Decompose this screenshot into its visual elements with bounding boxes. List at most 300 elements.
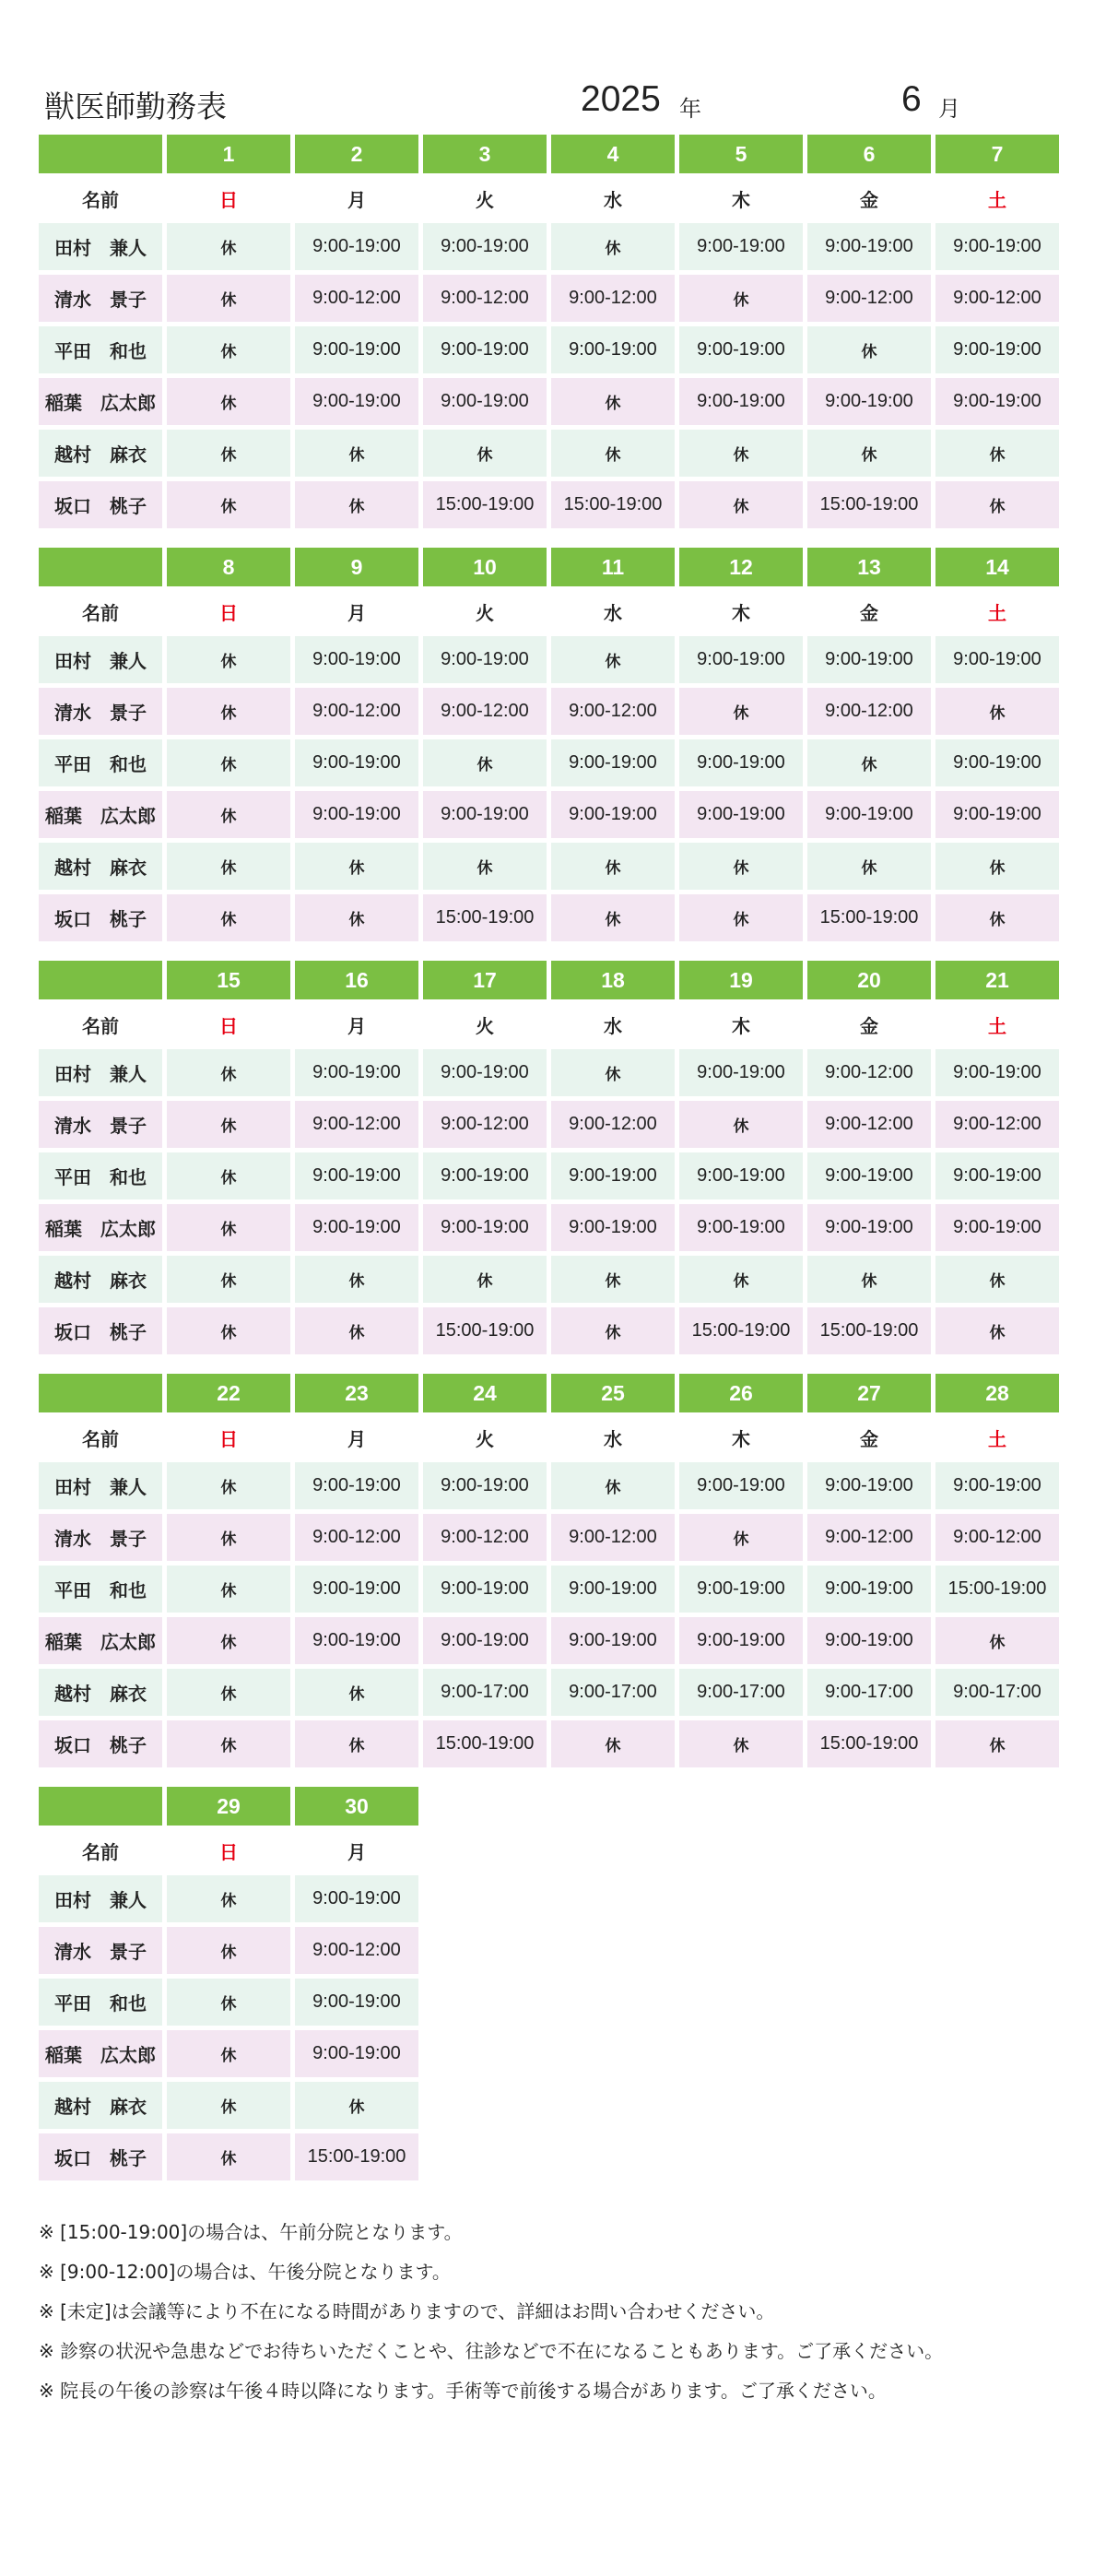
staff-name: 稲葉 広太郎 (39, 791, 162, 838)
day-number: 29 (167, 1787, 290, 1826)
empty-cell (807, 2030, 931, 2077)
staff-name: 平田 和也 (39, 326, 162, 373)
shift-cell: 15:00-19:00 (423, 1720, 547, 1767)
shift-cell: 9:00-19:00 (807, 223, 931, 270)
shift-cell: 9:00-12:00 (551, 688, 675, 735)
day-number: 21 (935, 961, 1059, 999)
day-header-corner (39, 1374, 162, 1412)
shift-cell: 休 (935, 1256, 1059, 1303)
weekday-label: 月 (295, 1830, 418, 1871)
weekday-label: 木 (679, 1004, 803, 1045)
day-header-corner (39, 1787, 162, 1826)
staff-name: 坂口 桃子 (39, 1720, 162, 1767)
shift-cell: 休 (935, 1307, 1059, 1354)
weekday-label: 金 (807, 178, 931, 219)
shift-cell: 9:00-19:00 (679, 223, 803, 270)
shift-cell: 休 (167, 636, 290, 683)
weekday-label: 月 (295, 591, 418, 632)
shift-cell: 休 (167, 894, 290, 941)
shift-cell: 9:00-12:00 (807, 1514, 931, 1561)
shift-cell: 9:00-19:00 (679, 1049, 803, 1096)
page-title: 獣医師勤務表 (44, 89, 227, 124)
shift-cell: 15:00-19:00 (679, 1307, 803, 1354)
day-header-corner (39, 135, 162, 173)
shift-cell: 休 (679, 1514, 803, 1561)
shift-cell: 9:00-19:00 (295, 326, 418, 373)
day-number: 20 (807, 961, 931, 999)
shift-cell: 休 (679, 1101, 803, 1148)
name-column-label: 名前 (39, 1830, 162, 1871)
shift-cell: 9:00-19:00 (935, 1152, 1059, 1199)
schedule-header (0, 0, 1106, 129)
day-number: 11 (551, 548, 675, 586)
shift-cell: 15:00-19:00 (935, 1566, 1059, 1613)
shift-cell: 休 (935, 1617, 1059, 1664)
day-number: 27 (807, 1374, 931, 1412)
empty-cell (935, 1787, 1059, 1826)
shift-cell: 休 (807, 739, 931, 786)
shift-cell: 休 (295, 894, 418, 941)
shift-cell: 休 (551, 1462, 675, 1509)
weekday-label: 日 (167, 178, 290, 219)
shift-cell: 休 (167, 1617, 290, 1664)
shift-cell: 休 (551, 223, 675, 270)
staff-name: 坂口 桃子 (39, 2133, 162, 2180)
empty-cell (551, 1927, 675, 1974)
day-number: 6 (807, 135, 931, 173)
shift-cell: 9:00-19:00 (295, 1049, 418, 1096)
shift-cell: 9:00-19:00 (295, 1566, 418, 1613)
shift-cell: 9:00-19:00 (295, 1152, 418, 1199)
empty-cell (679, 2030, 803, 2077)
shift-cell: 9:00-19:00 (423, 1049, 547, 1096)
shift-cell: 9:00-19:00 (551, 326, 675, 373)
shift-cell: 休 (423, 739, 547, 786)
empty-cell (423, 1979, 547, 2026)
day-number: 22 (167, 1374, 290, 1412)
empty-cell (423, 2030, 547, 2077)
shift-cell: 9:00-19:00 (295, 223, 418, 270)
shift-cell: 9:00-19:00 (807, 1152, 931, 1199)
empty-cell (423, 1787, 547, 1826)
staff-name: 稲葉 広太郎 (39, 1204, 162, 1251)
shift-cell: 休 (295, 1720, 418, 1767)
shift-cell: 休 (167, 275, 290, 322)
name-column-label: 名前 (39, 591, 162, 632)
staff-name: 清水 景子 (39, 275, 162, 322)
shift-cell: 休 (551, 1256, 675, 1303)
shift-cell: 9:00-19:00 (935, 378, 1059, 425)
empty-cell (679, 2082, 803, 2129)
shift-cell: 休 (167, 791, 290, 838)
shift-cell: 9:00-12:00 (807, 688, 931, 735)
shift-cell: 休 (807, 1256, 931, 1303)
shift-cell: 9:00-19:00 (295, 1875, 418, 1922)
staff-name: 坂口 桃子 (39, 481, 162, 528)
shift-cell: 9:00-19:00 (679, 1566, 803, 1613)
shift-cell: 休 (935, 688, 1059, 735)
day-number: 4 (551, 135, 675, 173)
shift-cell: 休 (551, 1307, 675, 1354)
shift-cell: 9:00-12:00 (551, 275, 675, 322)
empty-cell (935, 2133, 1059, 2180)
shift-cell: 9:00-19:00 (295, 739, 418, 786)
weekday-label: 日 (167, 591, 290, 632)
day-number: 2 (295, 135, 418, 173)
shift-cell: 休 (423, 843, 547, 890)
staff-name: 坂口 桃子 (39, 894, 162, 941)
year-value: 2025 (581, 79, 661, 119)
empty-cell (551, 1830, 675, 1871)
note-item: ※ [未定]は会議等により不在になる時間がありますので、詳細はお問い合わせください。 (39, 2300, 775, 2322)
staff-name: 田村 兼人 (39, 636, 162, 683)
weekday-label: 土 (935, 1004, 1059, 1045)
staff-name: 田村 兼人 (39, 1049, 162, 1096)
shift-cell: 9:00-12:00 (423, 688, 547, 735)
day-number: 5 (679, 135, 803, 173)
shift-cell: 休 (551, 894, 675, 941)
shift-cell: 9:00-17:00 (551, 1669, 675, 1716)
weekday-label: 火 (423, 591, 547, 632)
shift-cell: 休 (167, 2030, 290, 2077)
shift-cell: 15:00-19:00 (551, 481, 675, 528)
staff-name: 越村 麻衣 (39, 430, 162, 477)
shift-cell: 9:00-19:00 (935, 1462, 1059, 1509)
shift-cell: 休 (167, 688, 290, 735)
shift-cell: 休 (679, 430, 803, 477)
shift-cell: 15:00-19:00 (807, 1720, 931, 1767)
staff-name: 清水 景子 (39, 1927, 162, 1974)
day-number: 18 (551, 961, 675, 999)
note-item: ※ 診察の状況や急患などでお待ちいただくことや、往診などで不在になることもあります。ご了承ください。 (39, 2340, 944, 2362)
empty-cell (679, 1927, 803, 1974)
shift-cell: 休 (167, 739, 290, 786)
staff-name: 稲葉 広太郎 (39, 378, 162, 425)
shift-cell: 休 (551, 378, 675, 425)
staff-name: 清水 景子 (39, 1514, 162, 1561)
day-number: 24 (423, 1374, 547, 1412)
note-item: ※ [15:00-19:00]の場合は、午前分院となります。 (39, 2221, 463, 2243)
weekday-label: 金 (807, 1417, 931, 1458)
staff-name: 平田 和也 (39, 1152, 162, 1199)
shift-cell: 9:00-19:00 (807, 1204, 931, 1251)
empty-cell (935, 1927, 1059, 1974)
shift-cell: 休 (167, 1514, 290, 1561)
staff-name: 越村 麻衣 (39, 1256, 162, 1303)
weekday-label: 水 (551, 178, 675, 219)
shift-cell: 15:00-19:00 (423, 894, 547, 941)
shift-cell: 休 (167, 843, 290, 890)
empty-cell (551, 1787, 675, 1826)
weekday-label: 土 (935, 1417, 1059, 1458)
shift-cell: 休 (167, 1927, 290, 1974)
shift-cell: 休 (551, 636, 675, 683)
shift-cell: 9:00-19:00 (679, 636, 803, 683)
weekday-label: 土 (935, 591, 1059, 632)
day-number: 12 (679, 548, 803, 586)
shift-cell: 休 (807, 326, 931, 373)
day-number: 7 (935, 135, 1059, 173)
empty-cell (551, 2133, 675, 2180)
shift-cell: 休 (935, 430, 1059, 477)
shift-cell: 休 (167, 1101, 290, 1148)
empty-cell (807, 1927, 931, 1974)
shift-cell: 休 (167, 481, 290, 528)
shift-cell: 休 (167, 1462, 290, 1509)
shift-cell: 休 (551, 843, 675, 890)
day-number: 10 (423, 548, 547, 586)
empty-cell (807, 1787, 931, 1826)
shift-cell: 9:00-12:00 (807, 1049, 931, 1096)
shift-cell: 休 (807, 843, 931, 890)
shift-cell: 休 (679, 275, 803, 322)
weekday-label: 月 (295, 1417, 418, 1458)
shift-cell: 9:00-19:00 (423, 223, 547, 270)
day-number: 13 (807, 548, 931, 586)
shift-cell: 9:00-19:00 (295, 2030, 418, 2077)
shift-cell: 休 (935, 843, 1059, 890)
empty-cell (935, 1830, 1059, 1871)
day-number: 15 (167, 961, 290, 999)
shift-cell: 9:00-19:00 (423, 1152, 547, 1199)
day-number: 8 (167, 548, 290, 586)
name-column-label: 名前 (39, 1004, 162, 1045)
empty-cell (807, 2133, 931, 2180)
shift-cell: 休 (935, 481, 1059, 528)
shift-cell: 9:00-12:00 (807, 1101, 931, 1148)
shift-cell: 休 (167, 223, 290, 270)
shift-cell: 9:00-19:00 (679, 1462, 803, 1509)
shift-cell: 休 (167, 1152, 290, 1199)
shift-cell: 15:00-19:00 (807, 1307, 931, 1354)
month-value: 6 (901, 79, 922, 119)
shift-cell: 9:00-19:00 (423, 1204, 547, 1251)
name-column-label: 名前 (39, 178, 162, 219)
shift-cell: 9:00-19:00 (551, 1152, 675, 1199)
shift-cell: 9:00-12:00 (935, 1101, 1059, 1148)
shift-cell: 9:00-19:00 (679, 378, 803, 425)
shift-cell: 休 (551, 430, 675, 477)
shift-cell: 休 (679, 1720, 803, 1767)
weekday-label: 火 (423, 178, 547, 219)
shift-cell: 休 (679, 843, 803, 890)
shift-cell: 9:00-19:00 (679, 739, 803, 786)
week-table (39, 548, 1059, 946)
shift-cell: 9:00-12:00 (295, 688, 418, 735)
week-table (39, 961, 1059, 1359)
day-number: 23 (295, 1374, 418, 1412)
empty-cell (807, 1979, 931, 2026)
weekday-label: 木 (679, 1417, 803, 1458)
day-number: 3 (423, 135, 547, 173)
shift-cell: 休 (423, 430, 547, 477)
staff-name: 田村 兼人 (39, 1875, 162, 1922)
day-number: 25 (551, 1374, 675, 1412)
day-number: 17 (423, 961, 547, 999)
shift-cell: 9:00-12:00 (423, 1101, 547, 1148)
shift-cell: 9:00-19:00 (423, 1566, 547, 1613)
shift-cell: 9:00-19:00 (807, 378, 931, 425)
empty-cell (423, 1875, 547, 1922)
weekday-label: 火 (423, 1417, 547, 1458)
day-number: 14 (935, 548, 1059, 586)
shift-cell: 9:00-19:00 (295, 378, 418, 425)
staff-name: 田村 兼人 (39, 1462, 162, 1509)
shift-cell: 15:00-19:00 (423, 1307, 547, 1354)
week-table (39, 135, 1059, 533)
day-number: 28 (935, 1374, 1059, 1412)
day-number: 16 (295, 961, 418, 999)
empty-cell (807, 1875, 931, 1922)
shift-cell: 休 (167, 1720, 290, 1767)
shift-cell: 休 (551, 1049, 675, 1096)
shift-cell: 休 (167, 2133, 290, 2180)
shift-cell: 休 (295, 1256, 418, 1303)
shift-cell: 休 (935, 894, 1059, 941)
shift-cell: 9:00-19:00 (679, 1617, 803, 1664)
weekday-label: 日 (167, 1417, 290, 1458)
staff-name: 越村 麻衣 (39, 1669, 162, 1716)
empty-cell (551, 1979, 675, 2026)
weekday-label: 日 (167, 1830, 290, 1871)
empty-cell (679, 1875, 803, 1922)
shift-cell: 9:00-12:00 (295, 275, 418, 322)
shift-cell: 休 (167, 2082, 290, 2129)
shift-cell: 15:00-19:00 (807, 894, 931, 941)
shift-cell: 9:00-19:00 (295, 791, 418, 838)
shift-cell: 9:00-19:00 (679, 1204, 803, 1251)
shift-cell: 9:00-19:00 (679, 326, 803, 373)
day-number: 26 (679, 1374, 803, 1412)
empty-cell (679, 2133, 803, 2180)
shift-cell: 9:00-19:00 (295, 1617, 418, 1664)
shift-cell: 休 (679, 894, 803, 941)
weekday-label: 水 (551, 1417, 675, 1458)
weekday-label: 日 (167, 1004, 290, 1045)
shift-cell: 9:00-19:00 (295, 1979, 418, 2026)
empty-cell (423, 1830, 547, 1871)
staff-name: 清水 景子 (39, 1101, 162, 1148)
week-table (39, 1374, 1059, 1772)
shift-cell: 9:00-12:00 (935, 275, 1059, 322)
shift-cell: 休 (295, 2082, 418, 2129)
shift-cell: 9:00-19:00 (807, 1566, 931, 1613)
shift-cell: 9:00-12:00 (423, 275, 547, 322)
shift-cell: 休 (167, 378, 290, 425)
shift-cell: 休 (423, 1256, 547, 1303)
empty-cell (935, 2082, 1059, 2129)
shift-cell: 休 (167, 1875, 290, 1922)
day-header-corner (39, 548, 162, 586)
shift-cell: 9:00-19:00 (423, 791, 547, 838)
shift-cell: 9:00-17:00 (807, 1669, 931, 1716)
shift-cell: 9:00-19:00 (423, 636, 547, 683)
shift-cell: 15:00-19:00 (807, 481, 931, 528)
shift-cell: 9:00-12:00 (935, 1514, 1059, 1561)
shift-cell: 休 (167, 1979, 290, 2026)
empty-cell (679, 1787, 803, 1826)
shift-cell: 休 (167, 1204, 290, 1251)
day-number: 30 (295, 1787, 418, 1826)
empty-cell (935, 1979, 1059, 2026)
year-unit: 年 (679, 96, 701, 122)
shift-cell: 9:00-19:00 (807, 1462, 931, 1509)
shift-cell: 休 (167, 430, 290, 477)
staff-name: 稲葉 広太郎 (39, 1617, 162, 1664)
shift-cell: 9:00-19:00 (295, 636, 418, 683)
shift-cell: 9:00-12:00 (295, 1927, 418, 1974)
shift-cell: 休 (167, 1566, 290, 1613)
shift-cell: 休 (551, 1720, 675, 1767)
shift-cell: 9:00-19:00 (935, 1204, 1059, 1251)
shift-cell: 休 (295, 843, 418, 890)
shift-cell: 休 (167, 326, 290, 373)
empty-cell (935, 2030, 1059, 2077)
weekday-label: 月 (295, 1004, 418, 1045)
shift-cell: 9:00-19:00 (807, 636, 931, 683)
staff-name: 田村 兼人 (39, 223, 162, 270)
shift-cell: 9:00-19:00 (679, 791, 803, 838)
weekday-label: 木 (679, 591, 803, 632)
shift-cell: 9:00-19:00 (807, 1617, 931, 1664)
empty-cell (807, 2082, 931, 2129)
shift-cell: 9:00-12:00 (807, 275, 931, 322)
staff-name: 清水 景子 (39, 688, 162, 735)
shift-cell: 9:00-19:00 (551, 1204, 675, 1251)
day-header-corner (39, 961, 162, 999)
shift-cell: 休 (679, 688, 803, 735)
weekday-label: 水 (551, 1004, 675, 1045)
staff-name: 越村 麻衣 (39, 2082, 162, 2129)
staff-name: 越村 麻衣 (39, 843, 162, 890)
shift-cell: 9:00-12:00 (423, 1514, 547, 1561)
empty-cell (423, 1927, 547, 1974)
shift-cell: 9:00-12:00 (295, 1514, 418, 1561)
shift-cell: 15:00-19:00 (423, 481, 547, 528)
shift-cell: 9:00-17:00 (679, 1669, 803, 1716)
empty-cell (679, 1830, 803, 1871)
weekday-label: 土 (935, 178, 1059, 219)
shift-cell: 9:00-19:00 (679, 1152, 803, 1199)
notes-section (39, 2220, 1053, 2418)
empty-cell (935, 1875, 1059, 1922)
weekday-label: 金 (807, 1004, 931, 1045)
shift-cell: 9:00-19:00 (935, 739, 1059, 786)
weekday-label: 火 (423, 1004, 547, 1045)
month-unit: 月 (938, 96, 960, 122)
shift-cell: 休 (295, 481, 418, 528)
empty-cell (423, 2133, 547, 2180)
shift-cell: 休 (295, 1669, 418, 1716)
staff-name: 平田 和也 (39, 1979, 162, 2026)
note-item: ※ 院長の午後の診察は午後４時以降になります。手術等で前後する場合があります。ご了承ください。 (39, 2380, 887, 2402)
shift-cell: 9:00-19:00 (807, 791, 931, 838)
shift-cell: 休 (167, 1669, 290, 1716)
shift-cell: 9:00-19:00 (935, 326, 1059, 373)
weekday-label: 水 (551, 591, 675, 632)
shift-cell: 9:00-19:00 (935, 636, 1059, 683)
empty-cell (807, 1830, 931, 1871)
shift-cell: 9:00-19:00 (935, 1049, 1059, 1096)
staff-name: 稲葉 広太郎 (39, 2030, 162, 2077)
weekday-label: 月 (295, 178, 418, 219)
note-item: ※ [9:00-12:00]の場合は、午後分院となります。 (39, 2261, 451, 2283)
shift-cell: 9:00-12:00 (551, 1514, 675, 1561)
shift-cell: 9:00-19:00 (423, 326, 547, 373)
shift-cell: 15:00-19:00 (295, 2133, 418, 2180)
empty-cell (551, 2082, 675, 2129)
shift-cell: 9:00-17:00 (423, 1669, 547, 1716)
